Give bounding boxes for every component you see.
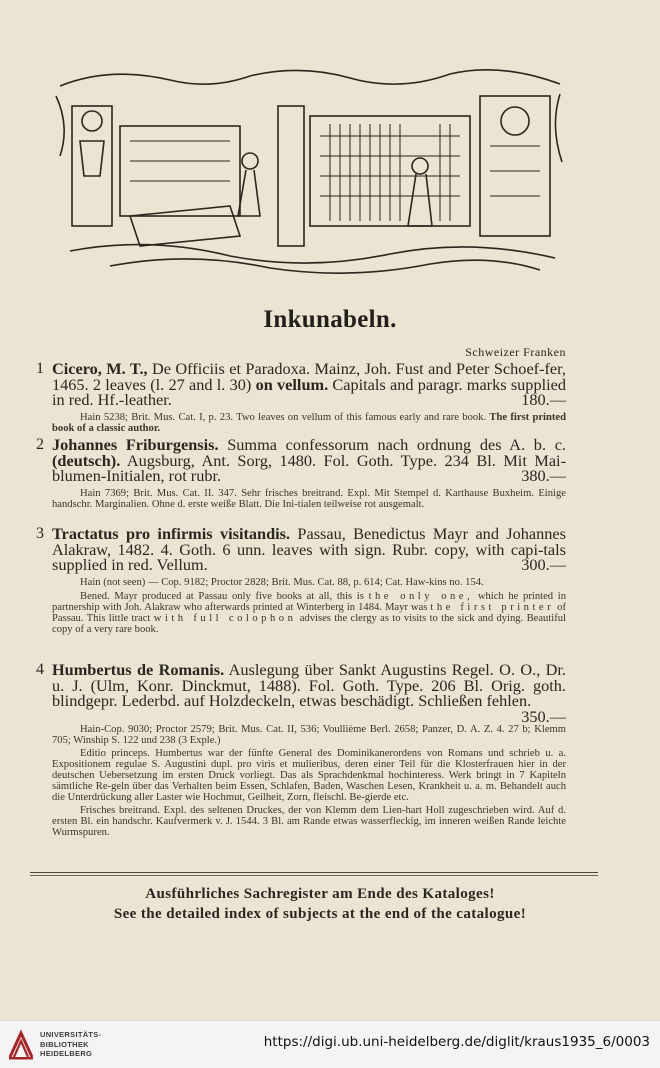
entry-highlight: on vellum. <box>255 374 329 394</box>
entry-price: 380.— <box>521 466 566 486</box>
entry-reference-note: Hain 5238; Brit. Mus. Cat. I, p. 23. Two leaves on vellum of this famous early and rare book. The first printed book of a classic author. <box>52 411 566 434</box>
entry-number: 2 <box>36 436 44 453</box>
library-logo-icon[interactable] <box>8 1027 34 1061</box>
viewer-footer-bar <box>0 1020 660 1068</box>
entry-number: 4 <box>36 661 44 678</box>
index-notice-german: Ausführliches Sachregister am Ende des Kataloges! <box>145 886 495 902</box>
library-woodcut-illustration <box>50 66 570 276</box>
entry-description: Summa confessorum nach ordnung des A. b. c. <box>218 435 566 454</box>
entry-number: 1 <box>36 360 44 377</box>
currency-label: Schweizer Franken <box>465 345 566 359</box>
entry-author: Cicero, M. T., <box>52 359 148 378</box>
library-logo-text[interactable]: UNIVERSITÄTS- BIBLIOTHEK HEIDELBERG <box>40 1030 102 1058</box>
permalink-url[interactable]: https://digi.ub.uni-heidelberg.de/diglit/kraus1935_6/0003 <box>263 1034 650 1050</box>
spaced-emphasis: with full colophon <box>153 612 297 624</box>
entry-author: Tractatus pro infirmis visitandis. <box>52 524 291 543</box>
index-notice-english: See the detailed index of subjects at the end of the catalogue! <box>113 906 527 922</box>
entry-description-cont: Augsburg, Ant. Sorg, 1480. Fol. Goth. Type. 234 Bl. Mit Mai-blumen-Initialen, rot rubr. <box>52 450 566 486</box>
divider <box>30 872 598 873</box>
page-title: Inkunabeln. <box>263 306 397 333</box>
entry-condition-note: Frisches breitrand. Expl. des seltenen Druckes, der von Klemm dem Lien-hart Holl zugeschrieben wird. Auf d. ersten Bl. ein handschr. Kaufvermerk v. J. 1544. 3 Bl. am Rande etwas wasserfleckig, im inneren weißen Rande leichte Wurmspuren. <box>52 805 566 839</box>
entry-description: De Officiis et Paradoxa. Mainz, Joh. Fust and Peter Schoef-fer, 1465. 2 leaves (l. 27 and l. 30) <box>52 359 566 394</box>
spaced-emphasis: the only one, <box>368 590 474 602</box>
entry-highlight: (deutsch). <box>52 450 121 470</box>
entry-description-cont: Capitals and paragr. marks supplied in red. Hf.-leather. <box>52 374 566 410</box>
entry-note-highlight: The first printed book of a classic author. <box>52 411 566 434</box>
entry-reference-note: Hain 7369; Brit. Mus. Cat. II. 347. Sehr frisches breitrand. Expl. Mit Stempel d. Karthause Buxheim. Einige handschr. Marginalien. Ohne d. erste weiße Blatt. Die Ini-tialen teilweise rot ausgemalt. <box>52 487 566 510</box>
entry-author: Johannes Friburgensis. <box>52 435 219 454</box>
entry-reference-note: Hain (not seen) — Cop. 9182; Proctor 2828; Brit. Mus. Cat. 88, p. 614; Cat. Haw-kins no. 154. <box>80 576 484 588</box>
entry-author: Humbertus de Romanis. <box>52 660 225 679</box>
entry-commentary: Bened. Mayr produced at Passau only five books at all, this is the only one, which he printed in partnership with Joh. Alakraw who afterwards printed at Winterberg in 1484. Mayr was the first printer of Passau. This little tract with full colophon advises the clergy as to visits to the sick and dying. Beautiful copy of a very rare book. <box>52 590 566 635</box>
entry-price: 300.— <box>521 555 566 575</box>
catalogue-entry <box>36 662 566 838</box>
entry-price: 180.— <box>521 390 566 410</box>
entry-price: 350.— <box>521 706 566 726</box>
catalogue-entry <box>36 437 566 510</box>
divider <box>30 875 598 876</box>
entry-description: Auslegung über Sankt Augustins Regel. O. O., Dr. u. J. (Ulm, Konr. Dinckmut, 1488). Fol. Goth. Type. 206 Bl. Orig. goth. blindgepr. Lederbd. auf Holzdeckeln, etwas beschädigt. Schließen fehlen. <box>52 660 566 711</box>
entry-reference-note: Hain-Cop. 9030; Proctor 2579; Brit. Mus. Cat. II, 536; Voullième Berl. 2658; Panzer, D. A. Z. 4. 27 b; Klemm 705; Winship S. 122 und 238 (3 Exple.) <box>52 724 566 747</box>
entry-commentary: Editio princeps. Humbertus war der fünfte General des Dominikanerordens von Romans und schrieb u. a. Expositionem regulae S. Augustini dupl. pro viris et mulieribus, deren einer Teil für die Klosterfrauen hier in der deutschen Uebersetzung im ersten Druck vorliegt. Das als Sprachdenkmal hochinteress. Werk bringt in 7 Kapiteln sämtliche Re-geln über das Verhalten beim Essen, Schlafen, Baden, Waschen Lesen, Krankheit u. a. m. Behandelt auch die Unterdrückung aller Laster wie Hochmut, Geilheit, Zorn, fleischl. Be-gierde etc. <box>52 748 566 804</box>
spaced-emphasis: the first printer <box>430 601 555 613</box>
entry-description: Passau, Benedictus Mayr and Johannes Alakraw, 1482. 4. Goth. 6 unn. leaves with sign. Rubr. copy, with capi-tals supplied in red. Vellum. <box>52 524 566 575</box>
entry-number: 3 <box>36 525 44 542</box>
catalogue-entry <box>36 526 566 635</box>
catalogue-entry <box>36 361 566 434</box>
